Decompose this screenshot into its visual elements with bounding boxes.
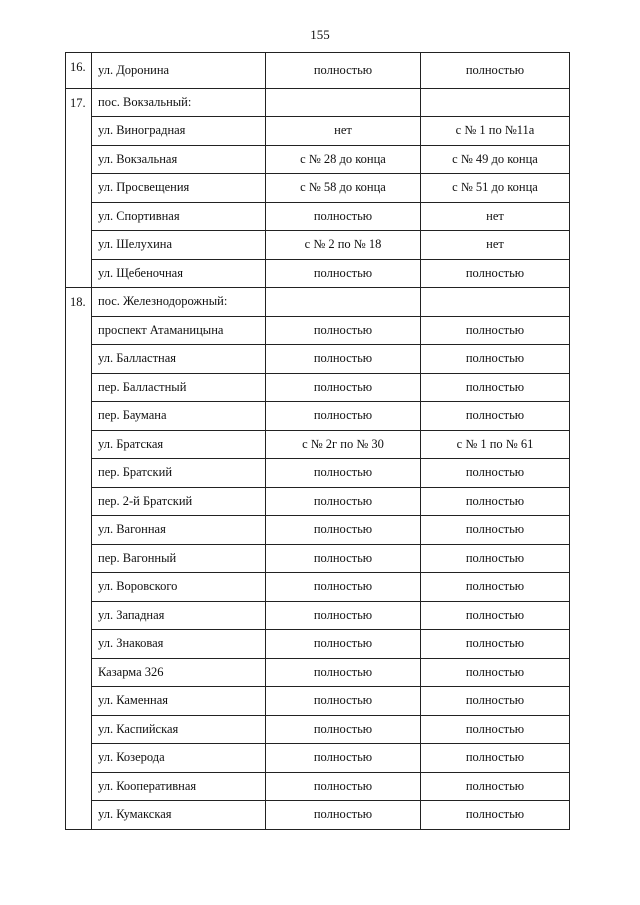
even-side-value: с № 1 по № 61 <box>421 430 570 459</box>
table-row <box>66 145 570 174</box>
even-side-value: нет <box>421 202 570 231</box>
even-side-value <box>421 88 570 117</box>
table-row <box>66 88 570 117</box>
odd-side-value: полностью <box>266 259 421 288</box>
street-name: ул. Доронина <box>92 53 266 89</box>
even-side-value: полностью <box>421 630 570 659</box>
even-side-value: полностью <box>421 487 570 516</box>
street-name: пер. Вагонный <box>92 544 266 573</box>
group-number: 17. <box>66 88 92 288</box>
street-name: ул. Просвещения <box>92 174 266 203</box>
street-name: пос. Железнодорожный: <box>92 288 266 317</box>
street-name: пер. 2-й Братский <box>92 487 266 516</box>
street-name: ул. Балластная <box>92 345 266 374</box>
odd-side-value: полностью <box>266 487 421 516</box>
table-row <box>66 601 570 630</box>
even-side-value: полностью <box>421 345 570 374</box>
table-row <box>66 259 570 288</box>
group-number: 18. <box>66 288 92 830</box>
street-name: ул. Воровского <box>92 573 266 602</box>
odd-side-value: с № 2г по № 30 <box>266 430 421 459</box>
table-row <box>66 544 570 573</box>
odd-side-value: полностью <box>266 601 421 630</box>
street-name: ул. Козерода <box>92 744 266 773</box>
odd-side-value: полностью <box>266 630 421 659</box>
table-row <box>66 345 570 374</box>
table-row <box>66 117 570 146</box>
street-name: Казарма 326 <box>92 658 266 687</box>
odd-side-value: полностью <box>266 658 421 687</box>
street-name: пос. Вокзальный: <box>92 88 266 117</box>
odd-side-value: полностью <box>266 402 421 431</box>
even-side-value: полностью <box>421 459 570 488</box>
even-side-value: полностью <box>421 573 570 602</box>
odd-side-value: полностью <box>266 772 421 801</box>
table-row <box>66 801 570 830</box>
table-row <box>66 459 570 488</box>
street-name: ул. Западная <box>92 601 266 630</box>
street-name: ул. Братская <box>92 430 266 459</box>
odd-side-value: с № 2 по № 18 <box>266 231 421 260</box>
address-table-body <box>66 53 570 830</box>
even-side-value: нет <box>421 231 570 260</box>
address-table <box>65 52 570 830</box>
table-row <box>66 487 570 516</box>
even-side-value: полностью <box>421 516 570 545</box>
odd-side-value: полностью <box>266 573 421 602</box>
even-side-value: полностью <box>421 402 570 431</box>
odd-side-value: полностью <box>266 316 421 345</box>
odd-side-value: полностью <box>266 373 421 402</box>
table-row <box>66 744 570 773</box>
odd-side-value: полностью <box>266 345 421 374</box>
table-row <box>66 288 570 317</box>
odd-side-value <box>266 88 421 117</box>
even-side-value: полностью <box>421 53 570 89</box>
table-row <box>66 402 570 431</box>
street-name: ул. Кумакская <box>92 801 266 830</box>
even-side-value: с № 1 по №11а <box>421 117 570 146</box>
odd-side-value: полностью <box>266 715 421 744</box>
even-side-value: с № 49 до конца <box>421 145 570 174</box>
even-side-value: полностью <box>421 801 570 830</box>
page-number: 155 <box>310 27 330 42</box>
odd-side-value: полностью <box>266 744 421 773</box>
odd-side-value <box>266 288 421 317</box>
street-name: ул. Знаковая <box>92 630 266 659</box>
odd-side-value: с № 58 до конца <box>266 174 421 203</box>
even-side-value: полностью <box>421 544 570 573</box>
table-row <box>66 573 570 602</box>
table-row <box>66 202 570 231</box>
street-name: ул. Каспийская <box>92 715 266 744</box>
odd-side-value: полностью <box>266 801 421 830</box>
street-name: проспект Атаманицына <box>92 316 266 345</box>
even-side-value: полностью <box>421 658 570 687</box>
odd-side-value: полностью <box>266 687 421 716</box>
street-name: ул. Щебеночная <box>92 259 266 288</box>
street-name: ул. Кооперативная <box>92 772 266 801</box>
odd-side-value: полностью <box>266 459 421 488</box>
table-row <box>66 772 570 801</box>
table-row <box>66 316 570 345</box>
street-name: ул. Спортивная <box>92 202 266 231</box>
even-side-value: полностью <box>421 744 570 773</box>
even-side-value: полностью <box>421 373 570 402</box>
group-number: 16. <box>66 53 92 89</box>
table-row <box>66 658 570 687</box>
street-name: ул. Каменная <box>92 687 266 716</box>
street-name: ул. Шелухина <box>92 231 266 260</box>
table-row <box>66 53 570 89</box>
even-side-value: полностью <box>421 316 570 345</box>
table-row <box>66 174 570 203</box>
street-name: ул. Вагонная <box>92 516 266 545</box>
even-side-value: с № 51 до конца <box>421 174 570 203</box>
street-name: ул. Виноградная <box>92 117 266 146</box>
odd-side-value: полностью <box>266 544 421 573</box>
odd-side-value: нет <box>266 117 421 146</box>
street-name: ул. Вокзальная <box>92 145 266 174</box>
even-side-value: полностью <box>421 715 570 744</box>
street-name: пер. Балластный <box>92 373 266 402</box>
even-side-value: полностью <box>421 772 570 801</box>
odd-side-value: с № 28 до конца <box>266 145 421 174</box>
even-side-value: полностью <box>421 259 570 288</box>
table-row <box>66 231 570 260</box>
table-row <box>66 430 570 459</box>
table-row <box>66 630 570 659</box>
table-row <box>66 715 570 744</box>
table-row <box>66 516 570 545</box>
even-side-value: полностью <box>421 687 570 716</box>
odd-side-value: полностью <box>266 53 421 89</box>
even-side-value <box>421 288 570 317</box>
table-row <box>66 373 570 402</box>
street-name: пер. Баумана <box>92 402 266 431</box>
table-row <box>66 687 570 716</box>
even-side-value: полностью <box>421 601 570 630</box>
odd-side-value: полностью <box>266 202 421 231</box>
street-name: пер. Братский <box>92 459 266 488</box>
odd-side-value: полностью <box>266 516 421 545</box>
